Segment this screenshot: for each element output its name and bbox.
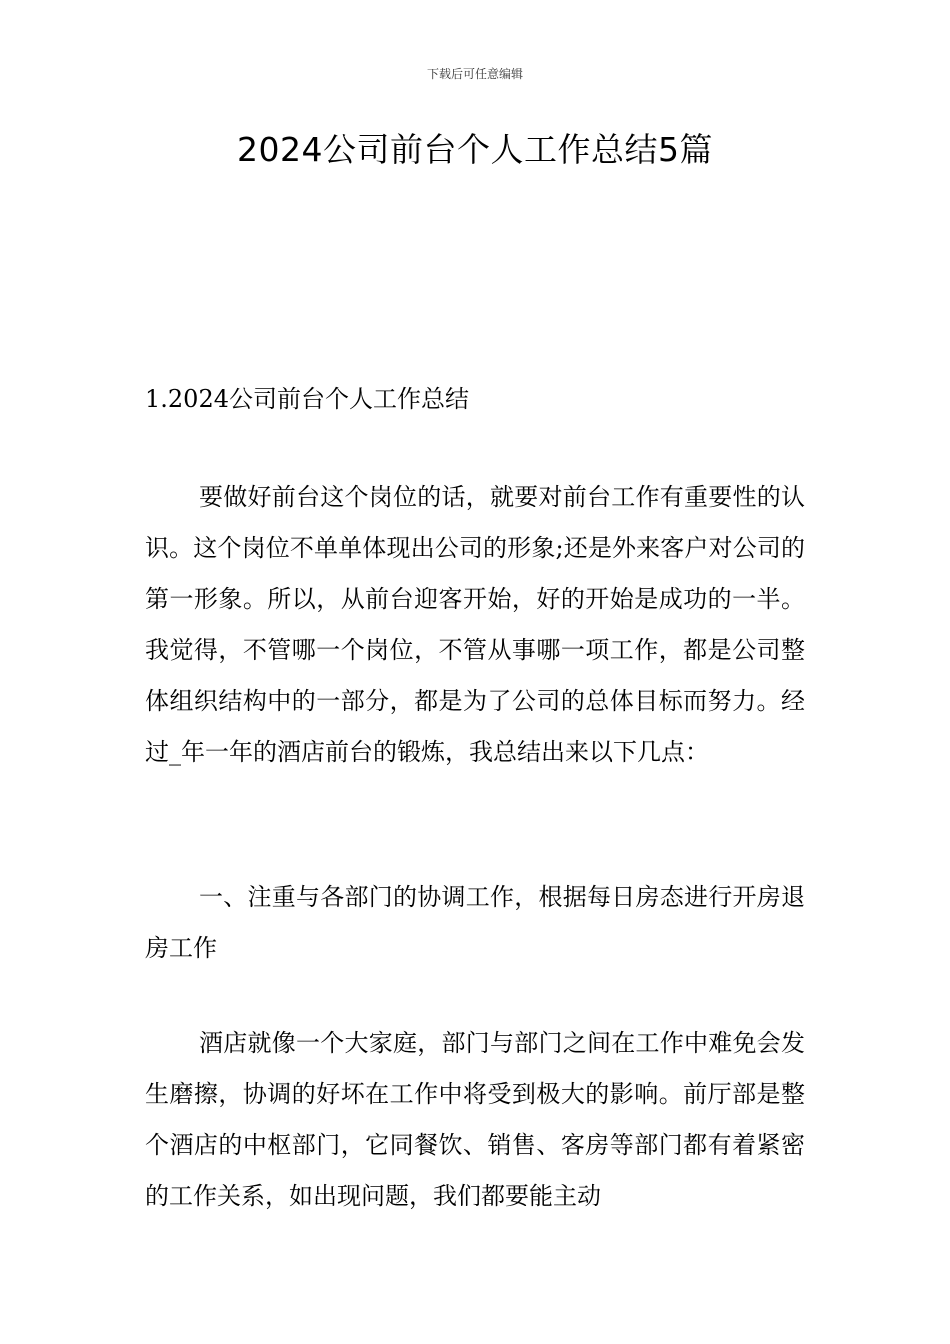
header-note: 下载后可任意编辑 (426, 67, 523, 81)
document-title: 2024公司前台个人工作总结5篇 (237, 130, 713, 169)
paragraph-subheading: 一、注重与各部门的协调工作，根据每日房态进行开房退房工作 (145, 883, 805, 962)
section-heading: 1.2024公司前台个人工作总结 (145, 385, 469, 413)
paragraph-intro: 要做好前台这个岗位的话，就要对前台工作有重要性的认识。这个岗位不单单体现出公司的形象;还是外来客户对公司的第一形象。所以，从前台迎客开始，好的开始是成功的一半。我觉得，不管哪一个岗位，不管从事哪一项工作，都是公司整体组织结构中的一部分，都是为了公司的总体目标而努力。经过_年一年的酒店前台的锻炼，我总结出来以下几点： (145, 483, 805, 766)
paragraph-body: 酒店就像一个大家庭，部门与部门之间在工作中难免会发生磨擦，协调的好坏在工作中将受到极大的影响。前厅部是整个酒店的中枢部门，它同餐饮、销售、客房等部门都有着紧密的工作关系，如出现问题，我们都要能主动 (145, 1029, 805, 1210)
